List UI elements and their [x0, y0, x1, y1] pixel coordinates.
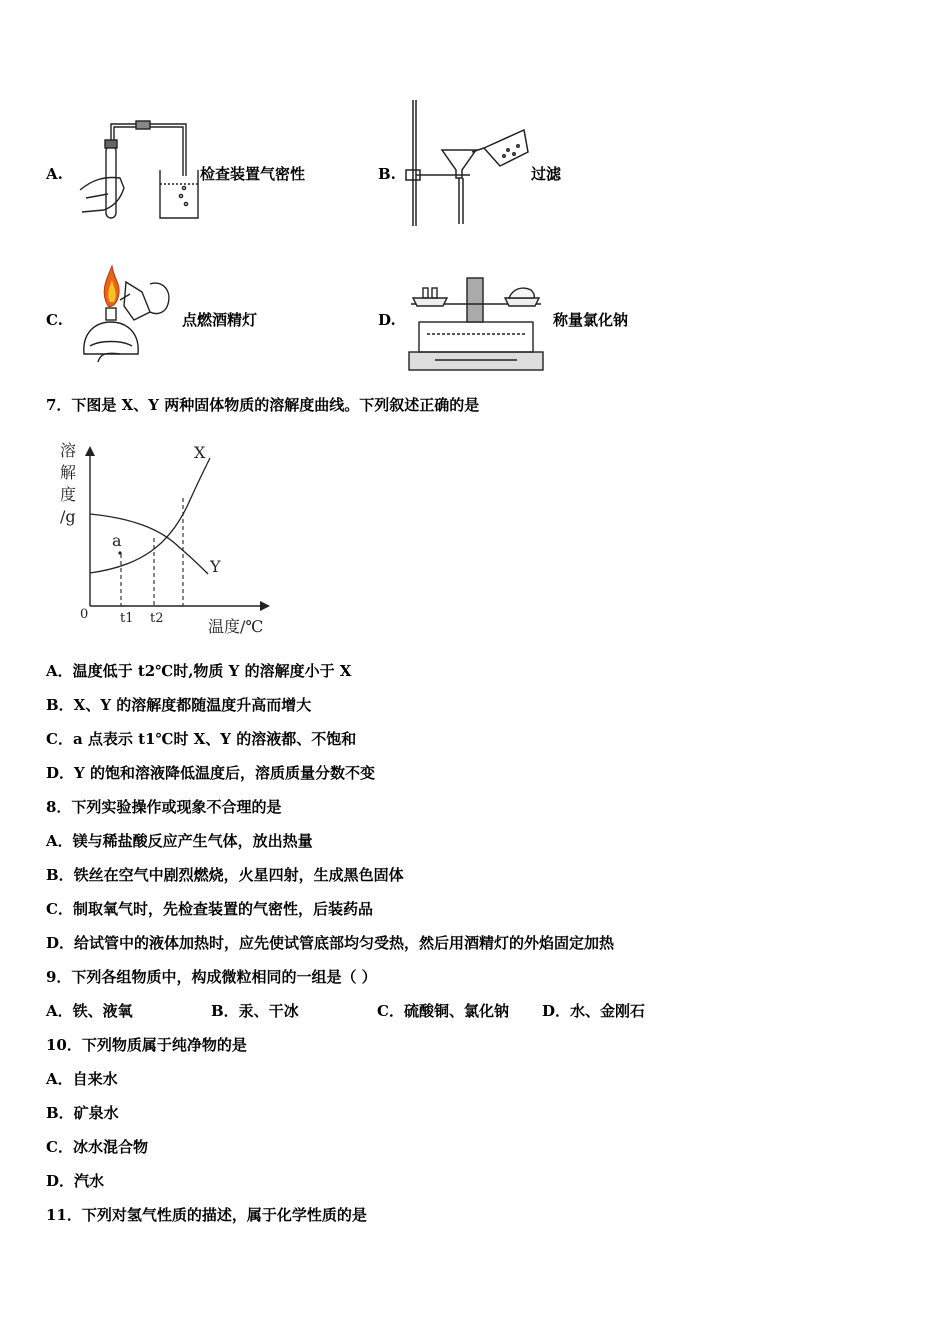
- y-axis-label-char: 度: [60, 485, 77, 504]
- origin-label: 0: [80, 607, 89, 622]
- series-y-label: Y: [210, 557, 221, 576]
- q8-option-b: B．铁丝在空气中剧烈燃烧，火星四射，生成黑色固体: [46, 866, 404, 884]
- y-axis-label-char: 溶: [60, 441, 77, 460]
- q8-option-c: C．制取氧气时，先检查装置的气密性，后装药品: [46, 900, 373, 918]
- q6-option-d-letter: D.: [378, 311, 396, 329]
- q7-option-b: B．X、Y 的溶解度都随温度升高而增大: [46, 696, 312, 714]
- point-a: [118, 551, 121, 554]
- q9-option-a: A．铁、液氧: [46, 1002, 133, 1020]
- q11-stem: 11．下列对氢气性质的描述，属于化学性质的是: [46, 1206, 367, 1224]
- q10-stem: 10．下列物质属于纯净物的是: [46, 1036, 247, 1054]
- q7-stem: 7．下图是 X、Y 两种固体物质的溶解度曲线。下列叙述正确的是: [46, 396, 480, 414]
- q6-option-a-letter: A.: [46, 165, 63, 183]
- q9-stem: 9．下列各组物质中，构成微粒相同的一组是（ ）: [46, 968, 377, 986]
- q6-option-b-letter: B.: [378, 165, 396, 183]
- q9-option-c: C．硫酸铜、氯化钠: [377, 1002, 509, 1020]
- series-x-curve: [90, 458, 210, 573]
- y-axis-arrow: [85, 446, 95, 456]
- series-y-curve: [90, 514, 208, 574]
- q8-stem: 8．下列实验操作或现象不合理的是: [46, 798, 282, 816]
- q7-option-d: D．Y 的饱和溶液降低温度后，溶质质量分数不变: [46, 764, 375, 782]
- y-axis-label: [60, 441, 76, 526]
- series-x-label: X: [194, 443, 206, 462]
- airtightness-check-figure: [74, 118, 204, 226]
- x-axis-arrow: [260, 601, 270, 611]
- q9-option-b: B．汞、干冰: [211, 1002, 299, 1020]
- q8-option-d: D．给试管中的液体加热时，应先使试管底部均匀受热，然后用酒精灯的外焰固定加热: [46, 934, 615, 952]
- q7-option-c: C．a 点表示 t1℃时 X、Y 的溶液都、不饱和: [46, 730, 357, 748]
- point-a-label: a: [112, 531, 122, 550]
- q6-option-c-caption: 点燃酒精灯: [182, 311, 258, 329]
- q7-option-a: A．温度低于 t2℃时,物质 Y 的溶解度小于 X: [46, 662, 352, 680]
- q10-option-a: A．自来水: [46, 1070, 118, 1088]
- q6-option-a-caption: 检查装置气密性: [200, 165, 306, 183]
- q6-option-b-caption: 过滤: [531, 165, 562, 183]
- x-tick-label: t2: [150, 611, 164, 626]
- weighing-balance-figure: [405, 274, 547, 372]
- q9-option-d: D．水、金刚石: [542, 1002, 646, 1020]
- y-axis-label-char: /g: [60, 507, 76, 526]
- q10-option-d: D．汽水: [46, 1172, 105, 1190]
- lighting-alcohol-lamp-figure: [76, 262, 176, 372]
- x-axis-title: 温度/℃: [208, 617, 264, 636]
- filtration-figure: [400, 100, 535, 228]
- q8-option-a: A．镁与稀盐酸反应产生气体，放出热量: [46, 832, 313, 850]
- q6-option-d-caption: 称量氯化钠: [553, 311, 629, 329]
- q10-option-c: C．冰水混合物: [46, 1138, 148, 1156]
- y-axis-label-char: 解: [60, 463, 77, 482]
- solubility-chart: [50, 438, 280, 638]
- q10-option-b: B．矿泉水: [46, 1104, 119, 1122]
- q6-option-c-letter: C.: [46, 311, 63, 329]
- x-tick-label: t1: [120, 611, 134, 626]
